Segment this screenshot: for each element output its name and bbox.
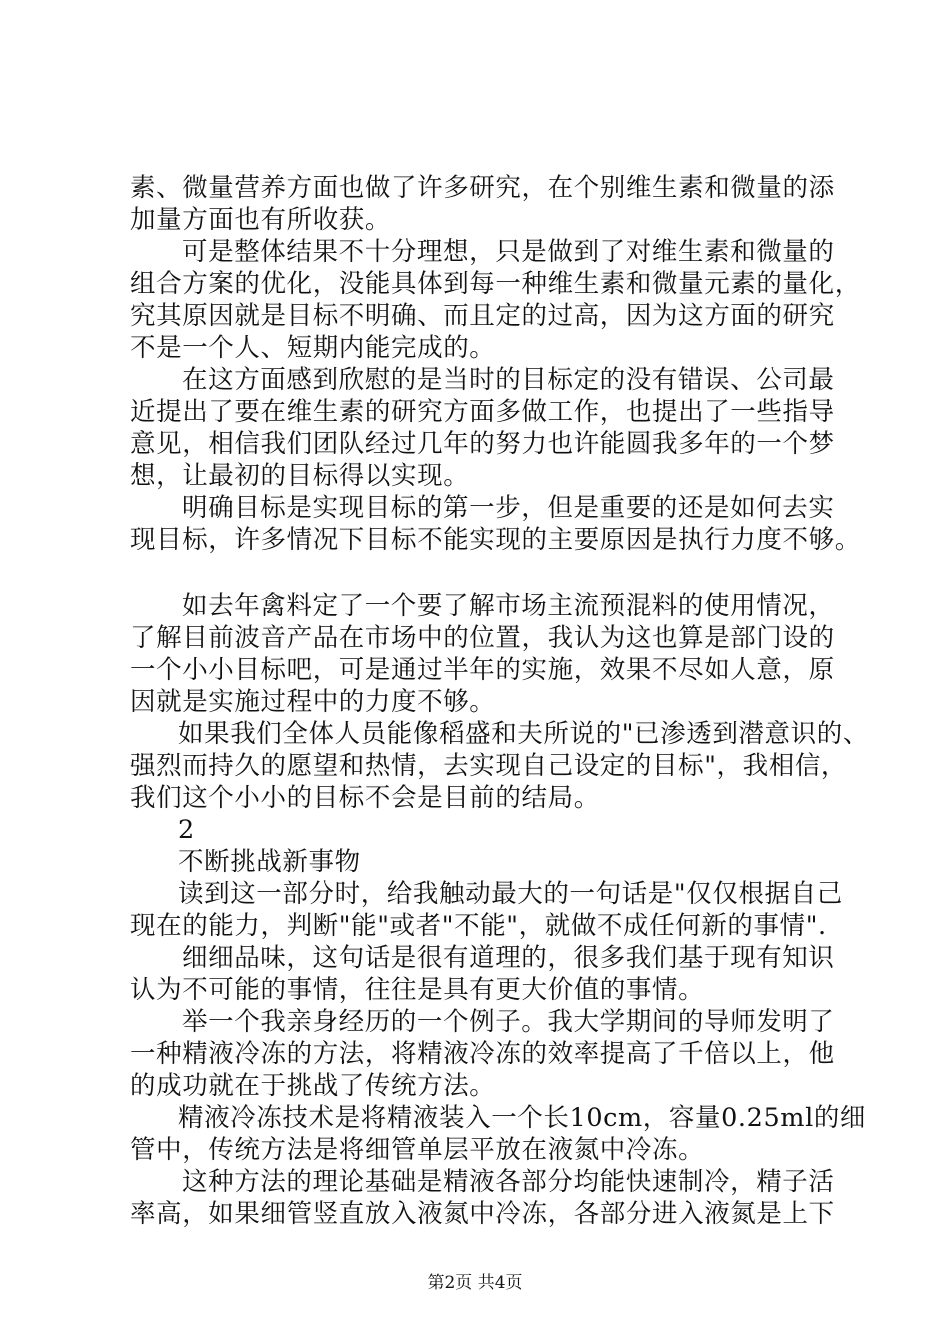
- text-line: 在这方面感到欣慰的是当时的目标定的没有错误、公司最: [182, 365, 835, 395]
- text-line: 意见，相信我们团队经过几年的努力也许能圆我多年的一个梦: [130, 429, 835, 459]
- text-line: 因就是实施过程中的力度不够。: [130, 687, 496, 717]
- text-line: 了解目前波音产品在市场中的位置，我认为这也算是部门设的: [130, 623, 835, 653]
- section-number: 2: [178, 815, 195, 845]
- text-line: 率高，如果细管竖直放入液氮中冷冻，各部分进入液氮是上下: [130, 1199, 835, 1229]
- paragraph-gap: [130, 556, 832, 590]
- text-line: 如果我们全体人员能像稻盛和夫所说的"已渗透到潜意识的、: [178, 719, 869, 749]
- text-line: 现目标，许多情况下目标不能实现的主要原因是执行力度不够。: [130, 525, 861, 555]
- text-line: 想，让最初的目标得以实现。: [130, 461, 470, 491]
- text-line: 究其原因就是目标不明确、而且定的过高，因为这方面的研究: [130, 301, 835, 331]
- body-text: [130, 172, 869, 1230]
- text-line: 明确目标是实现目标的第一步，但是重要的还是如何去实: [182, 493, 835, 523]
- text-line: 的成功就在于挑战了传统方法。: [130, 1071, 496, 1101]
- text-line: 精液冷冻技术是将精液装入一个长10cm，容量0.25ml的细: [178, 1103, 867, 1133]
- text-line: 近提出了要在维生素的研究方面多做工作，也提出了一些指导: [130, 397, 835, 427]
- page-footer: 第2页 共4页: [427, 1273, 523, 1293]
- text-line: 组合方案的优化，没能具体到每一种维生素和微量元素的量化，: [130, 269, 861, 299]
- text-line: 举一个我亲身经历的一个例子。我大学期间的导师发明了: [182, 1007, 835, 1037]
- text-line: 加量方面也有所收获。: [130, 205, 392, 235]
- text-line: 这种方法的理论基础是精液各部分均能快速制冷，精子活: [182, 1167, 835, 1197]
- text-line: 可是整体结果不十分理想，只是做到了对维生素和微量的: [182, 237, 835, 267]
- section-heading: 不断挑战新事物: [178, 847, 361, 877]
- text-line: 认为不可能的事情，往往是具有更大价值的事情。: [130, 975, 705, 1005]
- text-line: 如去年禽料定了一个要了解市场主流预混料的使用情况，: [182, 591, 835, 621]
- text-line: 强烈而持久的愿望和热情，去实现自己设定的目标"，我相信，: [130, 751, 848, 781]
- text-line: 一种精液冷冻的方法，将精液冷冻的效率提高了千倍以上，他: [130, 1039, 835, 1069]
- text-line: 我们这个小小的目标不会是目前的结局。: [130, 783, 600, 813]
- text-line: 一个小小目标吧，可是通过半年的实施，效果不尽如人意，原: [130, 655, 835, 685]
- text-line: 读到这一部分时，给我触动最大的一句话是"仅仅根据自己: [178, 879, 843, 909]
- text-line: 不是一个人、短期内能完成的。: [130, 333, 496, 363]
- text-line: 细细品味，这句话是很有道理的，很多我们基于现有知识: [182, 943, 835, 973]
- text-line: 现在的能力，判断"能"或者"不能"，就做不成任何新的事情".: [130, 911, 827, 941]
- text-line: 管中，传统方法是将细管单层平放在液氮中冷冻。: [130, 1135, 705, 1165]
- text-line: 素、微量营养方面也做了许多研究，在个别维生素和微量的添: [130, 173, 835, 203]
